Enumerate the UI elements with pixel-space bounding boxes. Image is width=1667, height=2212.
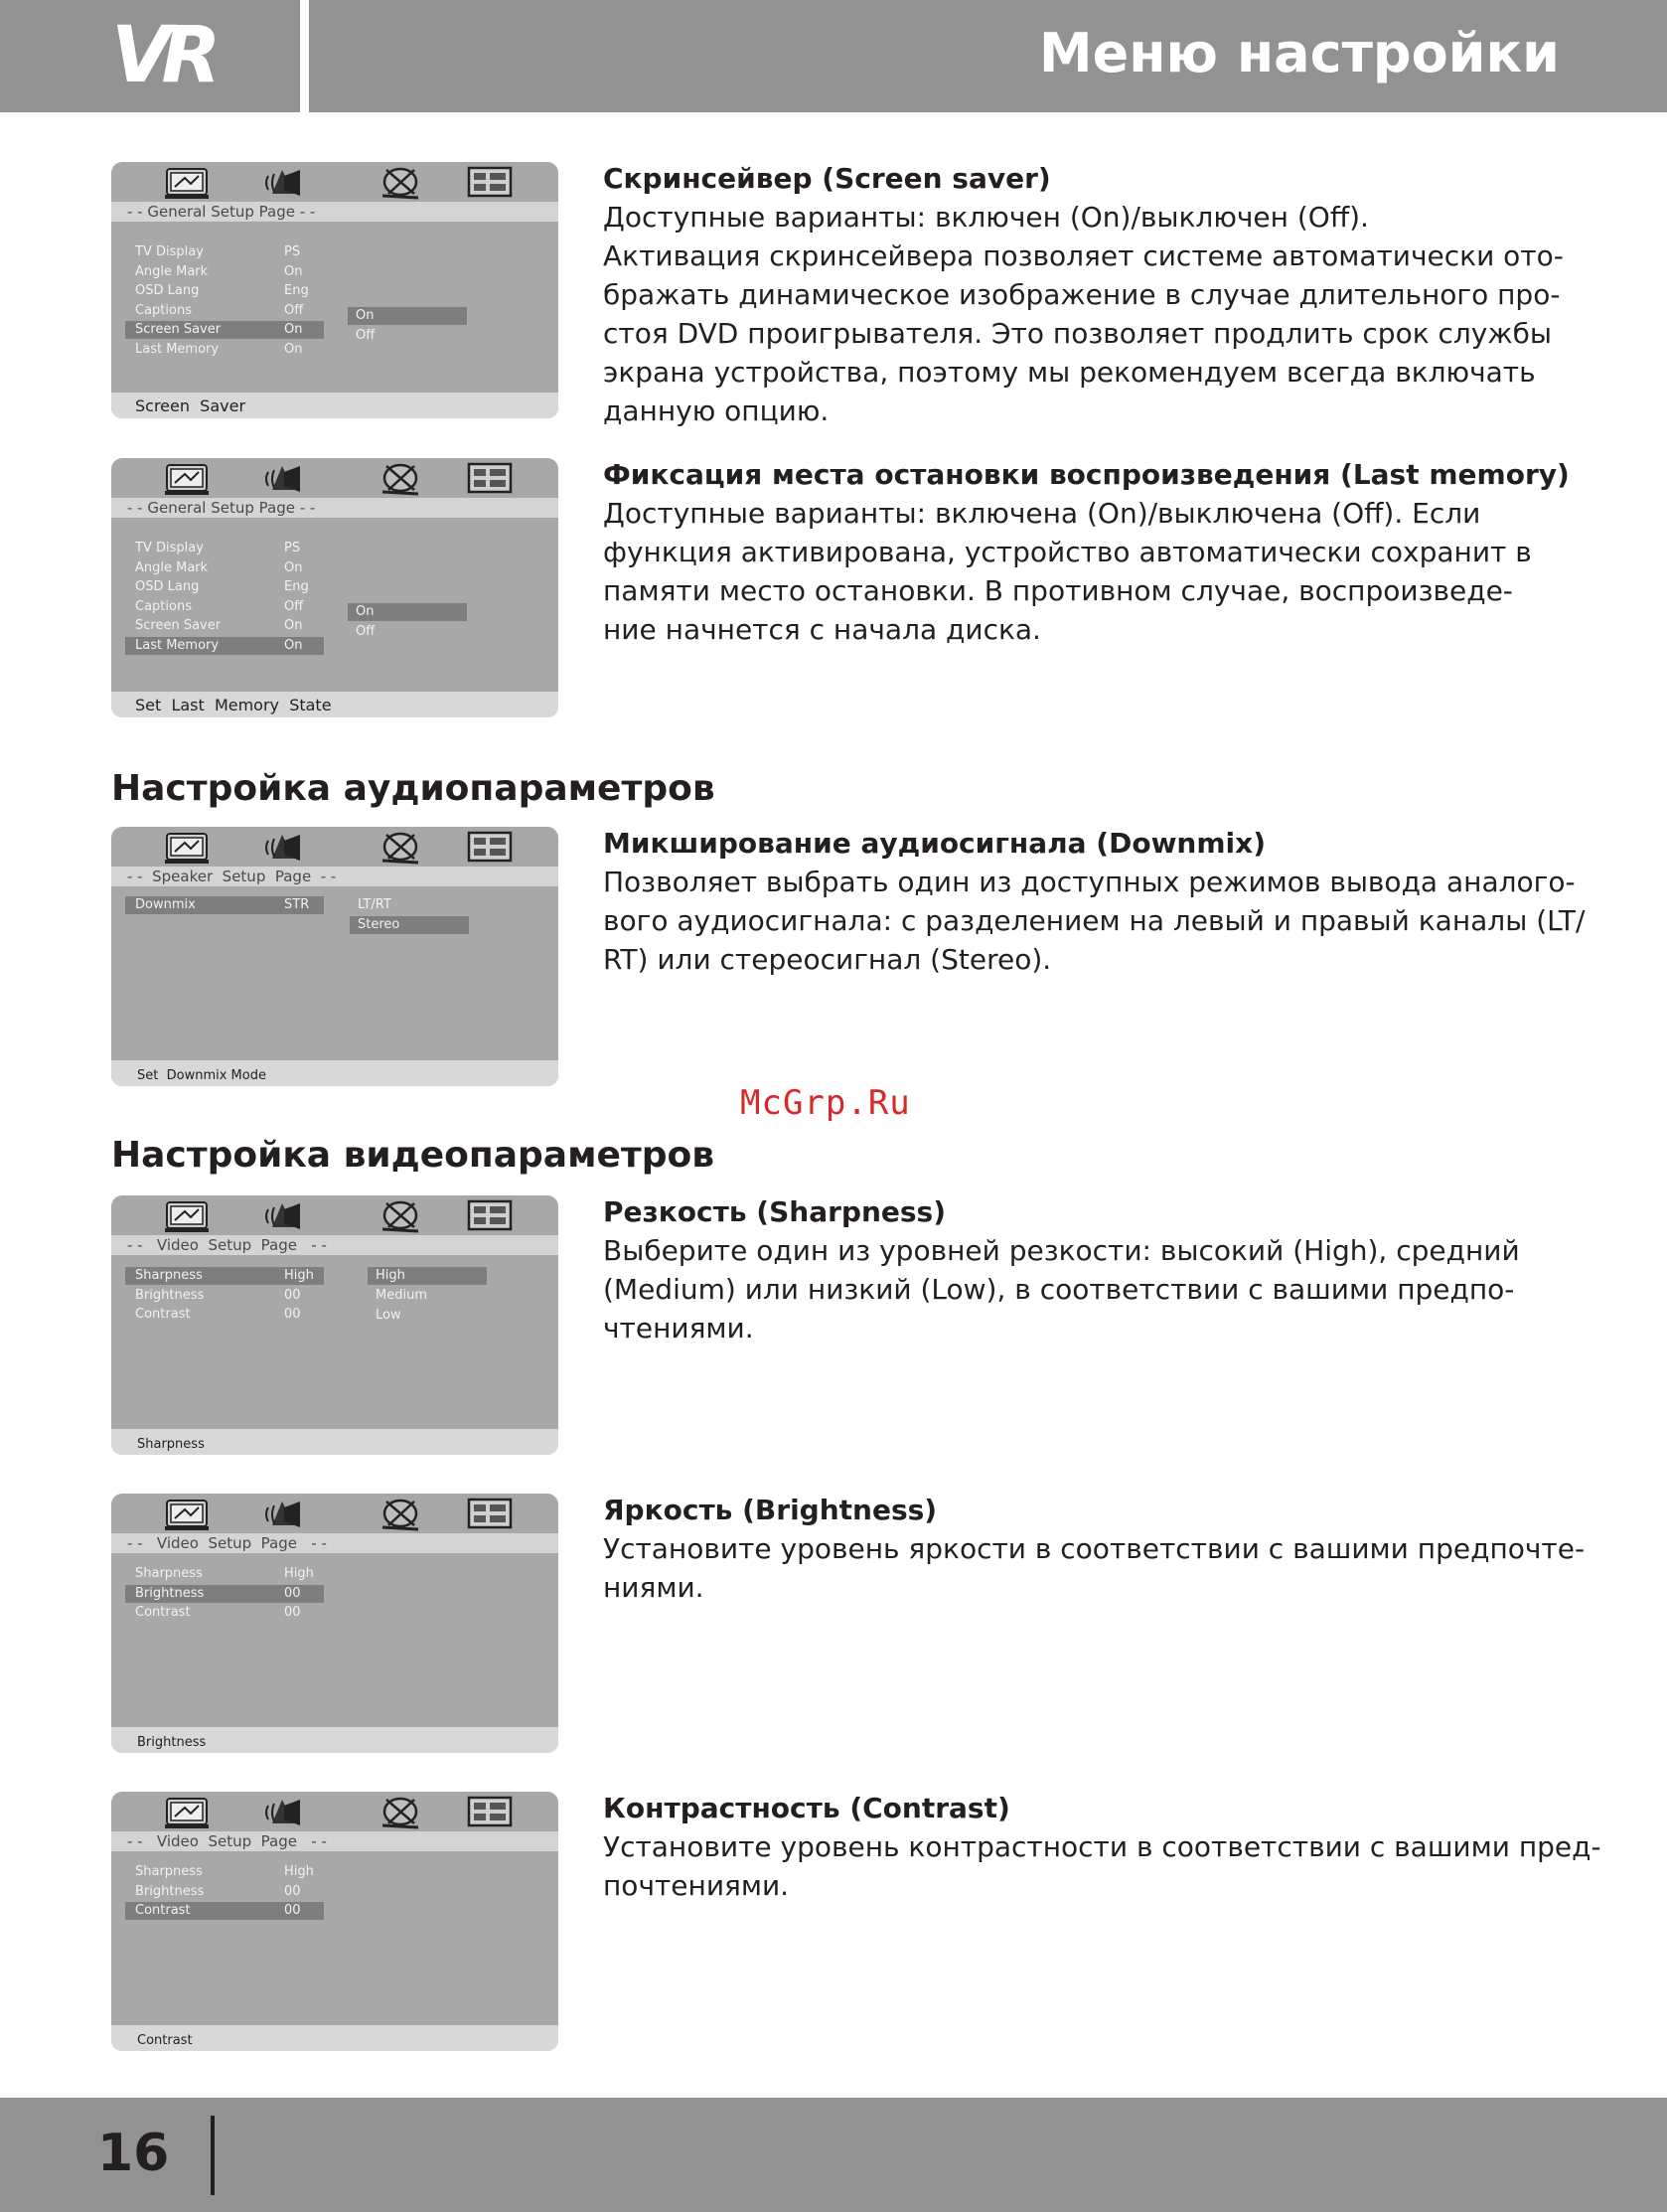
osd-menu-row[interactable] [125, 1604, 324, 1622]
osd-option-label: Medium [376, 1288, 427, 1303]
osd-option[interactable] [348, 603, 467, 621]
osd-icon-bar [111, 1792, 558, 1831]
description-sharpness [603, 1192, 1596, 1347]
osd-menu-label: Angle Mark [135, 263, 209, 279]
osd-menu-value: Eng [284, 283, 309, 298]
osd-menu-label: Screen Saver [135, 618, 222, 633]
description-line: вого аудиосигнала: с разделением на левый и правый каналы (LT/ [603, 904, 1586, 937]
video-setup-icon[interactable] [375, 1197, 426, 1235]
osd-option[interactable] [350, 916, 469, 934]
description-contrast [603, 1789, 1601, 1905]
osd-menu-label: Sharpness [135, 1566, 203, 1581]
osd-menu-value: On [284, 559, 303, 575]
osd-menu-value: On [284, 341, 303, 357]
osd-option[interactable] [368, 1287, 487, 1305]
description-title: Контрастность (Contrast) [603, 1792, 1010, 1824]
description-line: Установите уровень контрастности в соответствии с вашими пред- [603, 1830, 1601, 1863]
preference-setup-icon[interactable] [464, 829, 516, 867]
osd-menu-row[interactable] [125, 282, 324, 300]
osd-last-memory [111, 458, 558, 717]
osd-menu-row[interactable] [125, 1306, 324, 1324]
osd-option[interactable] [350, 896, 469, 914]
video-setup-icon[interactable] [375, 1794, 426, 1831]
page-title: Меню настройки [1038, 22, 1560, 84]
osd-page-title: - - Speaker Setup Page - - [127, 868, 337, 885]
osd-menu-label: TV Display [135, 244, 204, 259]
osd-status-text: Sharpness [137, 1437, 205, 1452]
preference-setup-icon[interactable] [464, 1794, 516, 1831]
osd-page-title-band [111, 1235, 558, 1255]
osd-menu-value: 00 [284, 1883, 301, 1899]
osd-option-label: Off [356, 624, 376, 639]
description-line: экрана устройства, поэтому мы рекомендуем всегда включать [603, 356, 1536, 389]
osd-menu-row[interactable] [125, 1287, 324, 1305]
osd-menu-value: STR [284, 897, 310, 912]
description-title: Скринсейвер (Screen saver) [603, 162, 1051, 195]
osd-menu-row[interactable] [125, 598, 324, 616]
general-setup-icon[interactable] [161, 1496, 213, 1533]
description-brightness [603, 1491, 1596, 1607]
osd-status-text: Brightness [137, 1735, 207, 1750]
osd-menu-label: Contrast [135, 1903, 191, 1918]
osd-menu-row[interactable] [125, 559, 324, 577]
osd-status-text: Set Downmix Mode [137, 1068, 266, 1083]
speaker-setup-icon[interactable] [260, 1794, 312, 1831]
osd-menu-row[interactable] [125, 321, 324, 339]
osd-menu-label: Sharpness [135, 1864, 203, 1879]
vr-logo: VR [111, 11, 212, 100]
osd-menu-label: Brightness [135, 1287, 205, 1303]
osd-status-bar [111, 1429, 558, 1455]
preference-setup-icon[interactable] [464, 460, 516, 498]
osd-menu-row[interactable] [125, 1902, 324, 1920]
description-line: бражать динамическое изображение в случае длительного про- [603, 278, 1561, 311]
osd-menu-row[interactable] [125, 578, 324, 596]
description-line: Установите уровень яркости в соответствии с вашими предпочте- [603, 1532, 1586, 1565]
description-line: RT) или стереосигнал (Stereo). [603, 943, 1052, 976]
preference-setup-icon[interactable] [464, 164, 516, 202]
osd-menu-value: PS [284, 541, 301, 555]
osd-menu-label: Captions [135, 302, 192, 318]
osd-status-text: Contrast [137, 2033, 193, 2048]
osd-menu-label: Last Memory [135, 637, 220, 653]
osd-menu-value: On [284, 637, 303, 653]
description-title: Резкость (Sharpness) [603, 1195, 946, 1228]
osd-menu-value: 00 [284, 1903, 301, 1918]
osd-menu-value: High [284, 1566, 314, 1581]
osd-menu-value: On [284, 263, 303, 279]
osd-page-title: - - Video Setup Page - - [127, 1534, 327, 1552]
osd-option-label: Low [376, 1308, 401, 1323]
osd-status-bar [111, 692, 558, 717]
osd-page-title-band [111, 867, 558, 886]
description-downmix [603, 824, 1596, 979]
osd-menu-label: OSD Lang [135, 283, 200, 298]
osd-menu-label: Brightness [135, 1883, 205, 1899]
osd-menu-row[interactable] [125, 1267, 324, 1285]
osd-status-bar [111, 393, 558, 418]
description-title: Фиксация места остановки воспроизведения (Last memory) [603, 458, 1570, 491]
osd-option[interactable] [368, 1267, 487, 1285]
osd-menu-value: 00 [284, 1287, 301, 1303]
osd-status-bar [111, 2025, 558, 2051]
osd-option-label: Stereo [358, 917, 400, 932]
osd-menu-row[interactable] [125, 896, 324, 914]
osd-menu-value: Off [284, 598, 304, 614]
preference-setup-icon[interactable] [464, 1197, 516, 1235]
description-line: Доступные варианты: включена (On)/выключена (Off). Если [603, 497, 1481, 530]
description-screen-saver [603, 159, 1596, 430]
video-setup-icon[interactable] [375, 829, 426, 867]
osd-menu-value: On [284, 618, 303, 633]
logo-block [0, 0, 300, 112]
osd-status-bar [111, 1727, 558, 1753]
osd-option-label: Off [356, 328, 376, 343]
osd-menu-label: Downmix [135, 897, 196, 912]
page-header [0, 0, 1667, 112]
osd-option[interactable] [368, 1307, 487, 1325]
osd-menu-value: Eng [284, 579, 309, 594]
osd-page-title-band [111, 202, 558, 222]
page-footer [0, 2098, 1667, 2212]
osd-menu-row[interactable] [125, 1585, 324, 1603]
osd-page-title-band [111, 1831, 558, 1851]
osd-menu-row[interactable] [125, 540, 324, 557]
general-setup-icon[interactable] [161, 460, 213, 498]
osd-menu-row[interactable] [125, 1863, 324, 1881]
description-line: данную опцию. [603, 395, 830, 427]
osd-downmix [111, 827, 558, 1086]
section-heading-video: Настройка видеопараметров [111, 1135, 715, 1176]
osd-option-label: LT/RT [358, 897, 391, 912]
osd-menu-row[interactable] [125, 341, 324, 359]
speaker-setup-icon[interactable] [260, 1197, 312, 1235]
description-line: (Medium) или низкий (Low), в соответствии с вашими предпо- [603, 1273, 1515, 1306]
osd-menu-value: 00 [284, 1605, 301, 1620]
osd-sharpness [111, 1195, 558, 1455]
osd-menu-label: Captions [135, 598, 192, 614]
osd-menu-value: 00 [284, 1585, 301, 1601]
osd-menu-row[interactable] [125, 617, 324, 635]
osd-menu-value: Off [284, 302, 304, 318]
description-line: Доступные варианты: включен (On)/выключен (Off). [603, 201, 1369, 234]
speaker-setup-icon[interactable] [260, 1496, 312, 1533]
description-line: почтениями. [603, 1869, 790, 1902]
osd-option[interactable] [348, 307, 467, 325]
general-setup-icon[interactable] [161, 829, 213, 867]
watermark: McGrp.Ru [740, 1083, 911, 1123]
osd-icon-bar [111, 1195, 558, 1235]
speaker-setup-icon[interactable] [260, 829, 312, 867]
osd-menu-label: OSD Lang [135, 579, 200, 594]
osd-option-label: On [356, 308, 375, 323]
description-title: Микширование аудиосигнала (Downmix) [603, 827, 1266, 860]
description-line: Выберите один из уровней резкости: высокий (High), средний [603, 1234, 1520, 1267]
osd-page-title: - - General Setup Page - - [127, 499, 316, 517]
general-setup-icon[interactable] [161, 1794, 213, 1831]
description-title: Яркость (Brightness) [603, 1494, 938, 1526]
osd-menu-row[interactable] [125, 243, 324, 261]
osd-menu-label: Contrast [135, 1605, 191, 1620]
page-number: 16 [97, 2124, 170, 2183]
osd-menu-label: Sharpness [135, 1268, 203, 1283]
osd-menu-label: TV Display [135, 541, 204, 555]
osd-status-text: Screen Saver [135, 396, 246, 415]
osd-menu-label: Angle Mark [135, 559, 209, 575]
video-setup-icon[interactable] [375, 460, 426, 498]
video-setup-icon[interactable] [375, 1496, 426, 1533]
osd-menu-value: High [284, 1864, 314, 1879]
footer-divider [211, 2116, 215, 2195]
osd-menu-row[interactable] [125, 1565, 324, 1583]
speaker-setup-icon[interactable] [260, 460, 312, 498]
osd-icon-bar [111, 1494, 558, 1533]
description-line: функция активирована, устройство автоматически сохранит в [603, 536, 1532, 568]
osd-status-bar [111, 1060, 558, 1086]
osd-brightness [111, 1494, 558, 1753]
osd-menu-label: Brightness [135, 1585, 205, 1601]
video-setup-icon[interactable] [375, 164, 426, 202]
osd-menu-row[interactable] [125, 637, 324, 655]
osd-status-text: Set Last Memory State [135, 696, 332, 714]
osd-page-title-band [111, 1533, 558, 1553]
osd-option-label: On [356, 604, 375, 619]
osd-menu-row[interactable] [125, 263, 324, 281]
preference-setup-icon[interactable] [464, 1496, 516, 1533]
osd-menu-value: PS [284, 244, 301, 259]
header-divider [300, 0, 309, 112]
description-line: Активация скринсейвера позволяет системе автоматически ото- [603, 239, 1564, 272]
osd-menu-row[interactable] [125, 1883, 324, 1901]
osd-menu-value: 00 [284, 1307, 301, 1322]
osd-screen-saver [111, 162, 558, 418]
osd-menu-row[interactable] [125, 302, 324, 320]
osd-page-title: - - Video Setup Page - - [127, 1832, 327, 1850]
description-line: памяти место остановки. В противном случае, воспроизведе- [603, 574, 1513, 607]
osd-menu-label: Last Memory [135, 341, 220, 357]
osd-option-label: High [376, 1268, 405, 1283]
description-line: Позволяет выбрать один из доступных режимов вывода аналого- [603, 866, 1576, 898]
osd-page-title: - - General Setup Page - - [127, 203, 316, 221]
osd-page-title: - - Video Setup Page - - [127, 1236, 327, 1254]
general-setup-icon[interactable] [161, 164, 213, 202]
description-line: ние начнется с начала диска. [603, 613, 1041, 646]
section-heading-audio: Настройка аудиопараметров [111, 768, 715, 809]
osd-menu-label: Screen Saver [135, 322, 222, 337]
osd-icon-bar [111, 458, 558, 498]
osd-page-title-band [111, 498, 558, 518]
osd-menu-label: Contrast [135, 1307, 191, 1322]
speaker-setup-icon[interactable] [260, 164, 312, 202]
osd-icon-bar [111, 827, 558, 867]
osd-menu-value: On [284, 322, 303, 337]
description-line: стоя DVD проигрывателя. Это позволяет продлить срок службы [603, 317, 1552, 350]
osd-option[interactable] [348, 327, 467, 345]
osd-option[interactable] [348, 623, 467, 641]
general-setup-icon[interactable] [161, 1197, 213, 1235]
osd-contrast [111, 1792, 558, 2051]
description-line: ниями. [603, 1571, 704, 1604]
description-last-memory [603, 455, 1596, 649]
osd-menu-value: High [284, 1268, 314, 1283]
osd-icon-bar [111, 162, 558, 202]
description-line: чтениями. [603, 1312, 754, 1344]
